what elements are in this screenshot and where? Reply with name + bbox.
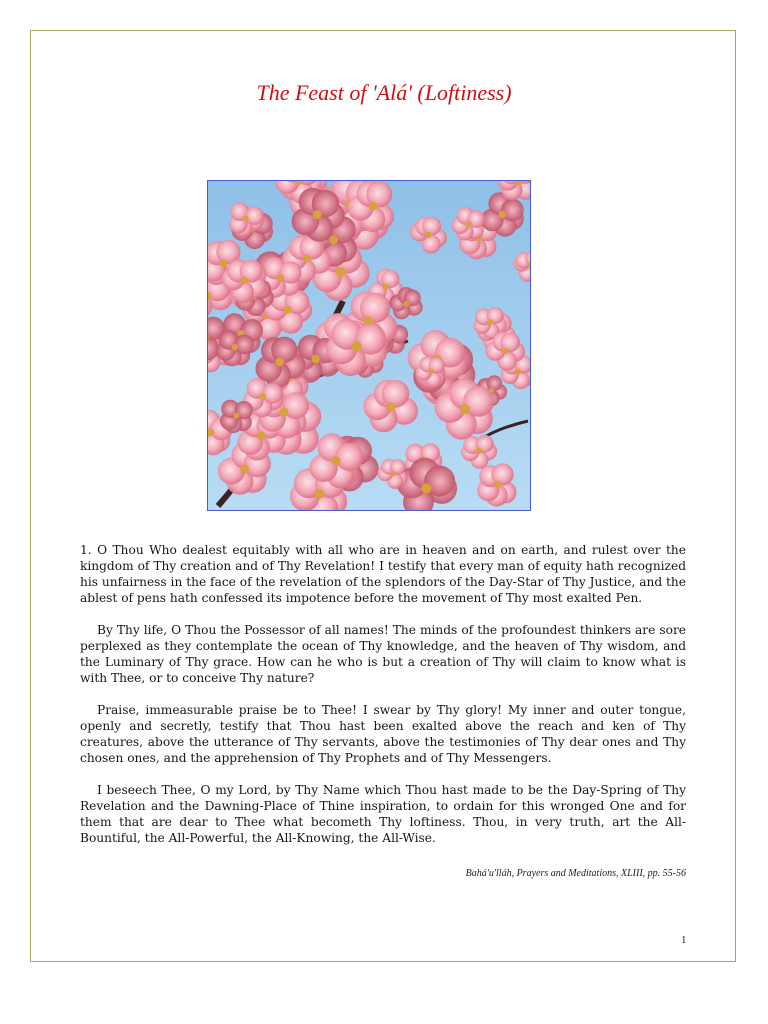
- page-number: 1: [681, 934, 687, 946]
- blossom-flower: [220, 400, 253, 433]
- citation: Bahá'u'lláh, Prayers and Meditations, XLIII, pp. 55-56: [465, 868, 686, 879]
- cherry-blossom-image: [207, 180, 531, 511]
- paragraph-1: 1. O Thou Who dealest equitably with all who are in heaven and on earth, and rulest over the kingdom of Thy creation and of Thy Revelation! I testify that every man of equity hath recognized his unfairness in the face of the revelation of the splendors of the Day-Star of Thy Justice, and the ablest of pens hath confessed its impotence before the movement of Thy most exalted Pen.: [80, 543, 686, 605]
- paragraph-4: I beseech Thee, O my Lord, by Thy Name which Thou hast made to be the Day-Spring of Thy Revelation and the Dawning-Place of Thine inspiration, to ordain for this wronged One and for them that are dear to Thee what becometh Thy loftiness. Thou, in very truth, art the All-Bountiful, the All-Powerful, the All-Knowing, the All-Wise.: [80, 783, 686, 845]
- page-title: The Feast of 'Alá' (Loftiness): [256, 80, 512, 105]
- paragraph-2: By Thy life, O Thou the Possessor of all names! The minds of the profoundest thinkers are sore perplexed as they contemplate the ocean of Thy knowledge, and the heaven of Thy wisdom, and the Luminary of Thy grace. How can he who is but a creation of Thy will claim to know what is with Thee, or to conceive Thy nature?: [80, 623, 686, 685]
- prayer-text: [80, 542, 686, 862]
- paragraph-3: Praise, immeasurable praise be to Thee! I swear by Thy glory! My inner and outer tongue, openly and secretly, testify that Thou hast been exalted above the reach and ken of Thy creatures, above the utterance of Thy servants, above the testimonies of Thy dear ones and Thy chosen ones, and the apprehension of Thy Prophets and of Thy Messengers.: [80, 703, 686, 765]
